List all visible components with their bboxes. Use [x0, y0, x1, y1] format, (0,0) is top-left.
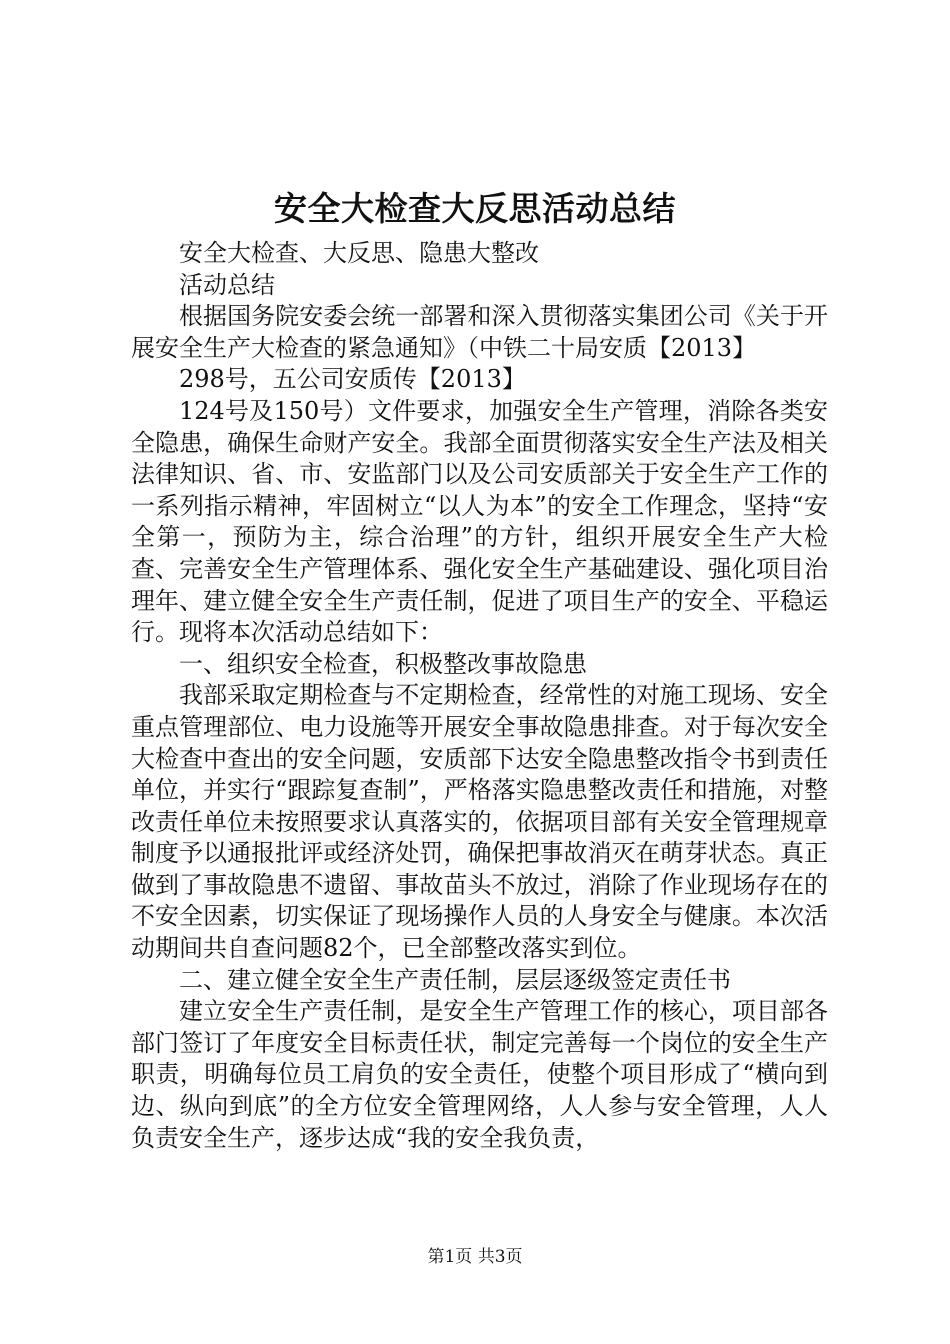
- document-body: [131, 238, 828, 1154]
- section-heading-2: 二、建立健全安全生产责任制，层层逐级签定责任书: [179, 965, 731, 994]
- paragraph-requirements: 124号及150号）文件要求，加强安全生产管理，消除各类安全隐患，确保生命财产安全。我部全面贯彻落实安全生产法及相关法律知识、省、市、安监部门以及公司安质部关于安全生产工作的一系列指示精神，牢固树立“以人为本”的安全工作理念，坚持“安全第一，预防为主，综合治理”的方针，组织开展安全生产大检查、完善安全生产管理体系、强化安全生产基础建设、强化项目治理年、建立健全安全生产责任制，促进了项目生产的安全、平稳运行。现将本次活动总结如下：: [131, 396, 828, 647]
- section-heading-1: 一、组织安全检查，积极整改事故隐患: [179, 649, 587, 678]
- paragraph-inspection: 我部采取定期检查与不定期检查，经常性的对施工现场、安全重点管理部位、电力设施等开展安全事故隐患排查。对于每次安全大检查中查出的安全问题，安质部下达安全隐患整改指令书到责任单位，并实行“跟踪复查制”，严格落实隐患整改责任和措施，对整改责任单位未按照要求认真落实的，依据项目部有关安全管理规章制度予以通报批评或经济处罚，确保把事故消灭在萌芽状态。真正做到了事故隐患不遗留、事故苗头不放过，消除了作业现场存在的不安全因素，切实保证了现场操作人员的人身安全与健康。本次活动期间共自查问题82个，已全部整改落实到位。: [131, 681, 828, 963]
- paragraph-doc-number: 298号，五公司安质传【2013】: [179, 365, 526, 394]
- subtitle-line-2: 活动总结: [179, 270, 275, 299]
- paragraph-intro: 根据国务院安委会统一部署和深入贯彻落实集团公司《关于开展安全生产大检查的紧急通知》（中铁二十局安质【2013】: [131, 302, 828, 362]
- subtitle-line-1: 安全大检查、大反思、隐患大整改: [179, 239, 539, 267]
- page-footer: 第1页 共3页: [427, 1247, 523, 1267]
- document-title: 安全大检查大反思活动总结: [274, 189, 676, 228]
- paragraph-responsibility: 建立安全生产责任制，是安全生产管理工作的核心，项目部各部门签订了年度安全目标责任状，制定完善每一个岗位的安全生产职责，明确每位员工肩负的安全责任，使整个项目形成了“横向到边、纵向到底”的全方位安全管理网络，人人参与安全管理，人人负责安全生产，逐步达成“我的安全我负责，: [131, 997, 828, 1152]
